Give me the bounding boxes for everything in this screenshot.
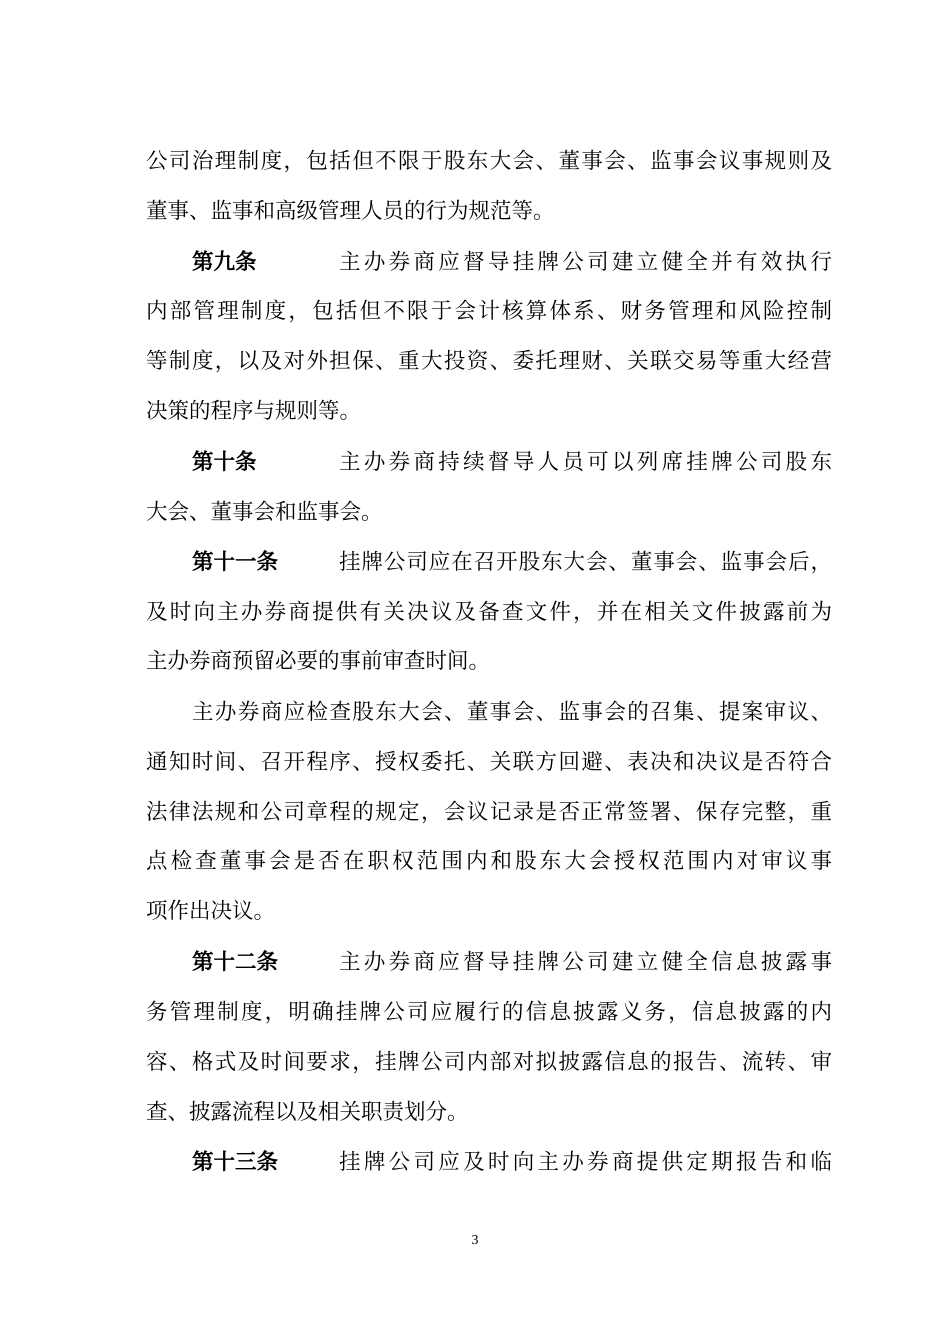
- paragraph-line: 容、格式及时间要求，挂牌公司内部对拟披露信息的报告、流转、审: [146, 1050, 832, 1075]
- article-text: 主办券商应督导挂牌公司建立健全信息披露事: [339, 950, 832, 975]
- paragraph-line: 董事、监事和高级管理人员的行为规范等。: [146, 199, 555, 224]
- article-9-first-line: [192, 248, 832, 278]
- paragraph-line: 主办券商应检查股东大会、董事会、监事会的召集、提案审议、: [192, 700, 832, 725]
- article-11-first-line: [192, 548, 832, 578]
- paragraph-line: 及时向主办券商提供有关决议及备查文件，并在相关文件披露前为: [146, 600, 832, 625]
- page-number: 3: [471, 1233, 479, 1248]
- article-heading: 第十条: [192, 450, 257, 475]
- article-text: 挂牌公司应及时向主办券商提供定期报告和临: [339, 1150, 832, 1175]
- paragraph-line: 主办券商预留必要的事前审查时间。: [146, 649, 491, 674]
- paragraph-line: 法律法规和公司章程的规定，会议记录是否正常签署、保存完整，重: [146, 800, 832, 825]
- paragraph-line: 等制度，以及对外担保、重大投资、委托理财、关联交易等重大经营: [146, 349, 832, 374]
- article-text: 挂牌公司应在召开股东大会、董事会、监事会后，: [339, 550, 832, 575]
- article-heading: 第十一条: [192, 550, 279, 575]
- article-text: 主办券商应督导挂牌公司建立健全并有效执行: [339, 250, 832, 275]
- paragraph-line: 内部管理制度，包括但不限于会计核算体系、财务管理和风险控制: [146, 299, 832, 324]
- article-13-first-line: [192, 1148, 832, 1178]
- paragraph-line: 查、披露流程以及相关职责划分。: [146, 1100, 469, 1125]
- paragraph-line: 点检查董事会是否在职权范围内和股东大会授权范围内对审议事: [146, 849, 832, 874]
- paragraph-line: 公司治理制度，包括但不限于股东大会、董事会、监事会议事规则及: [146, 149, 832, 174]
- article-10-first-line: [192, 448, 832, 478]
- paragraph-line: 大会、董事会和监事会。: [146, 500, 383, 525]
- paragraph-line: 务管理制度，明确挂牌公司应履行的信息披露义务，信息披露的内: [146, 1000, 832, 1025]
- article-heading: 第十三条: [192, 1150, 279, 1175]
- article-heading: 第九条: [192, 250, 257, 275]
- article-heading: 第十二条: [192, 950, 279, 975]
- paragraph-line: 通知时间、召开程序、授权委托、关联方回避、表决和决议是否符合: [146, 750, 832, 775]
- paragraph-line: 决策的程序与规则等。: [146, 399, 362, 424]
- paragraph-line: 项作出决议。: [146, 899, 276, 924]
- article-12-first-line: [192, 948, 832, 978]
- article-text: 主办券商持续督导人员可以列席挂牌公司股东: [339, 450, 832, 475]
